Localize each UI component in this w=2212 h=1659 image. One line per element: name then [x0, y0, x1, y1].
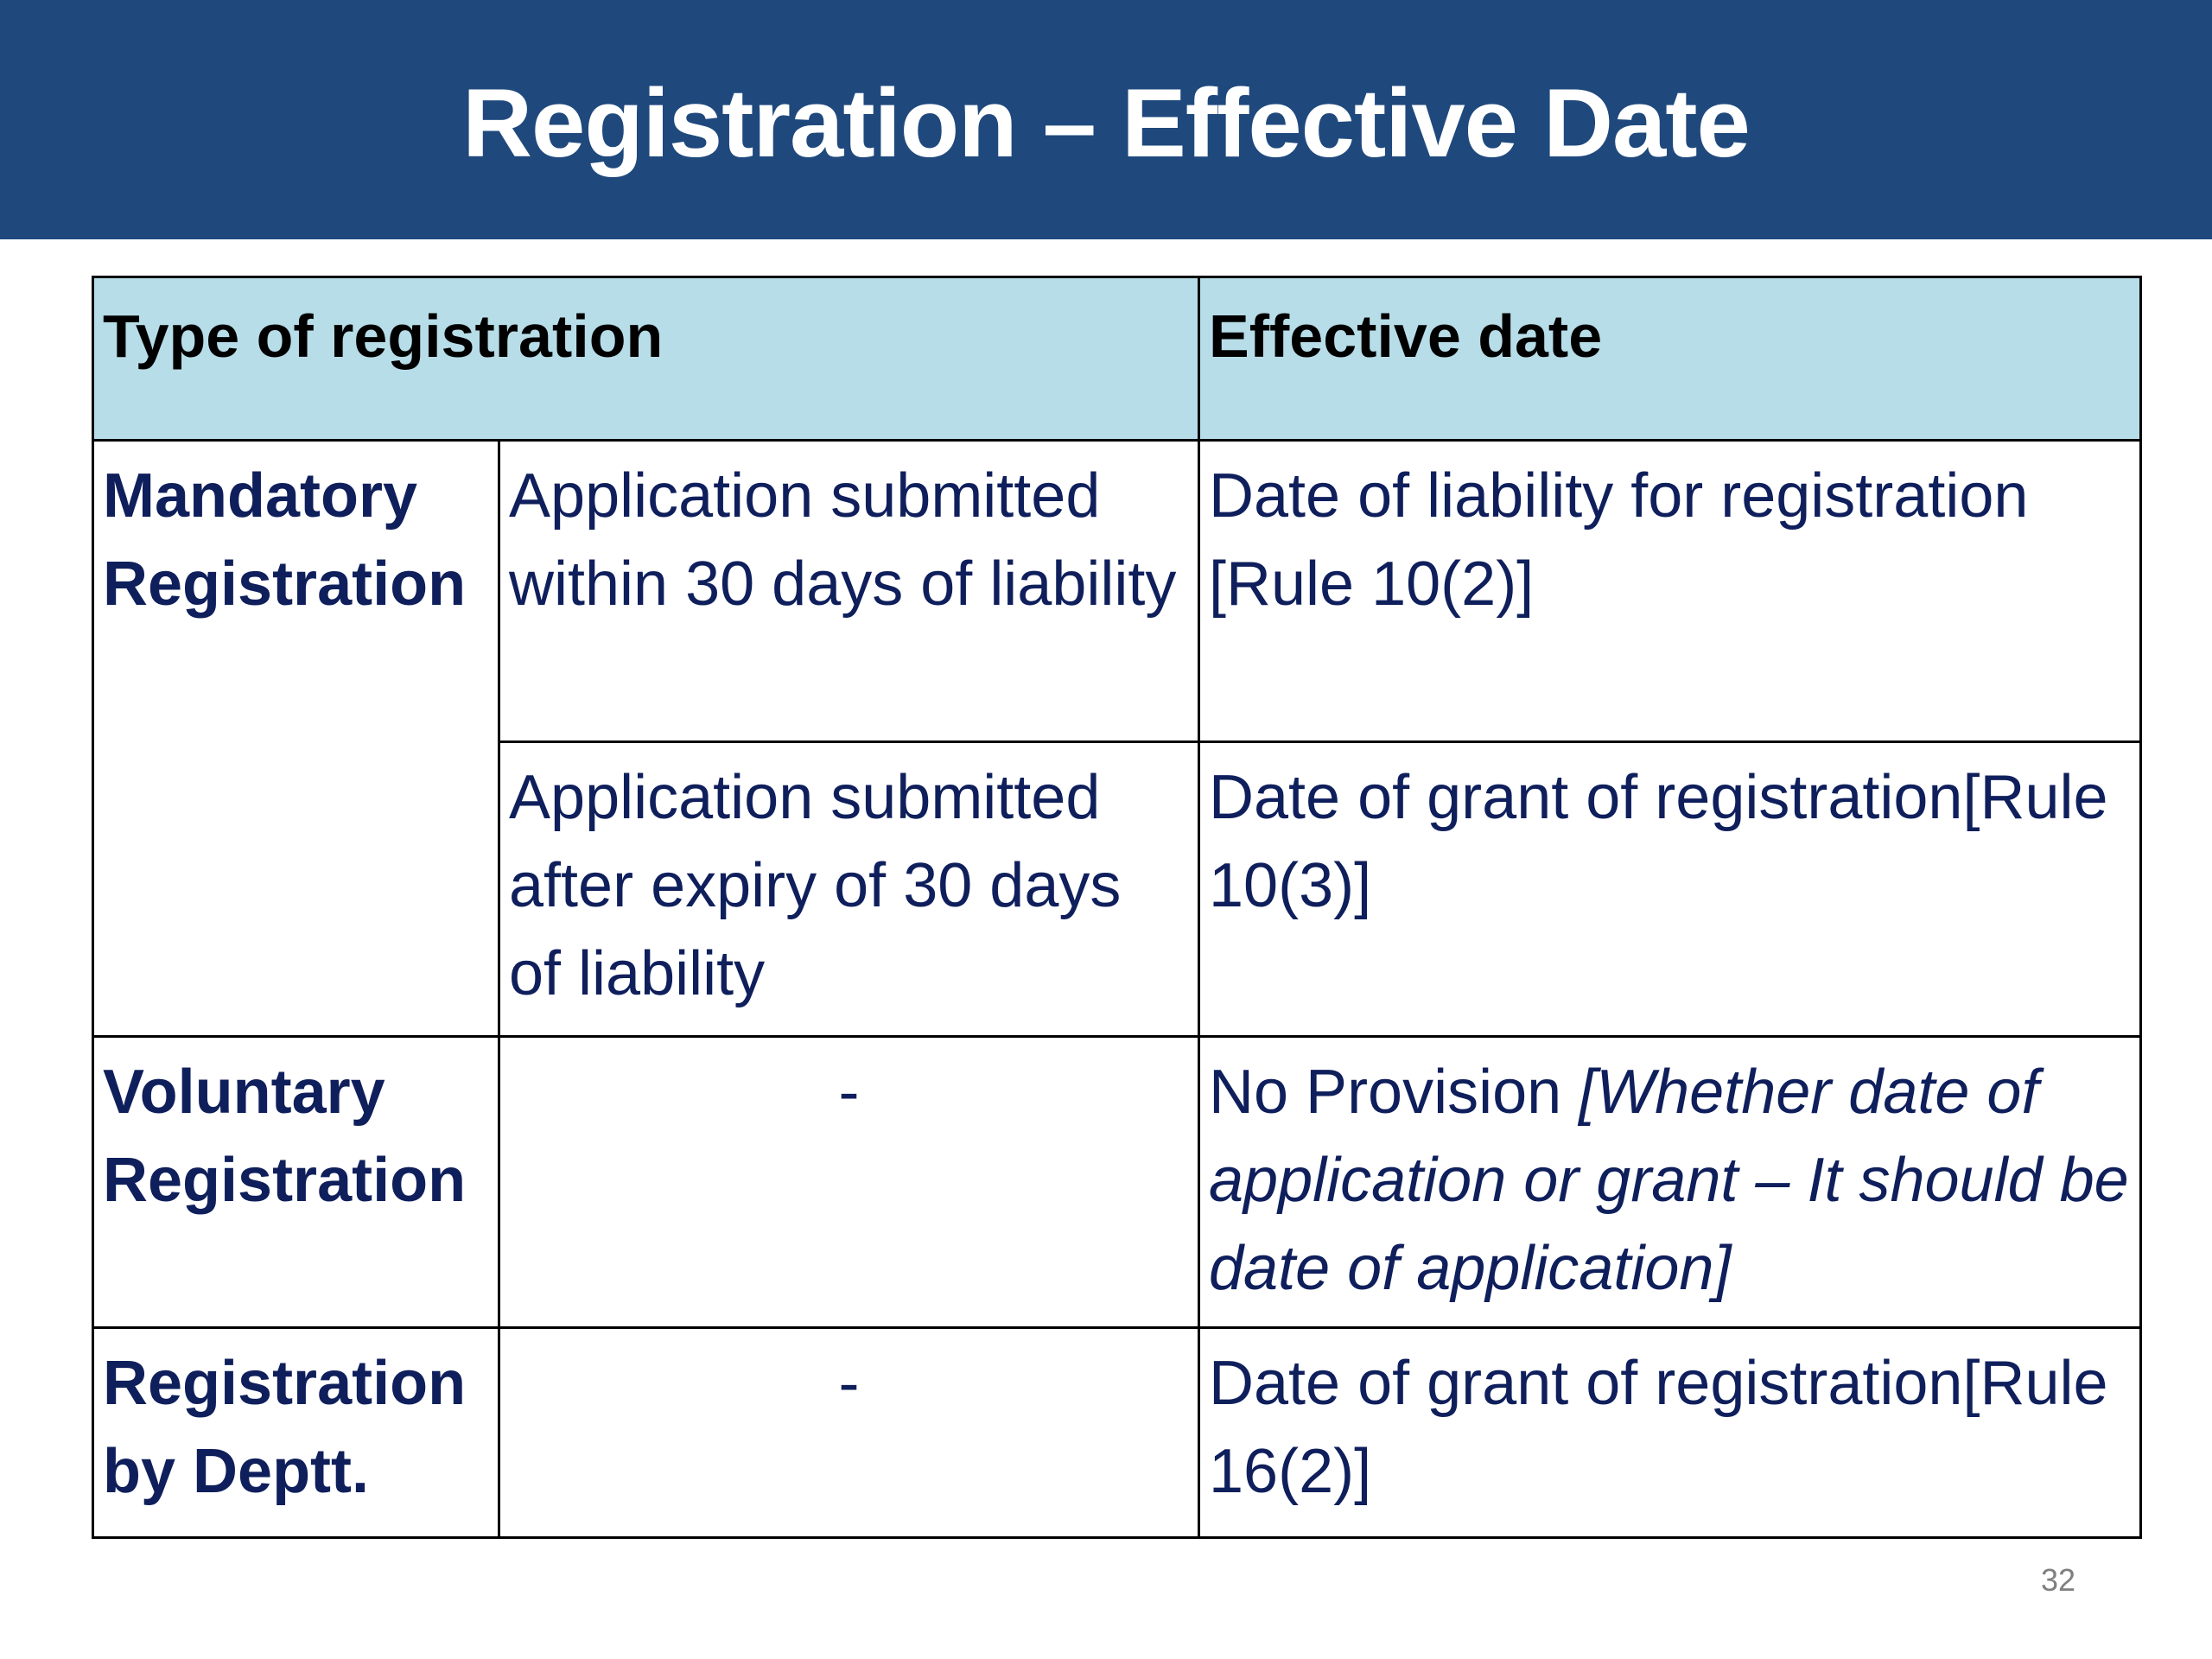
condition-cell: - [499, 1328, 1199, 1538]
registration-table [92, 276, 2142, 1539]
effective-date-cell: Date of liability for registration [Rule 10(2)] [1199, 441, 2141, 742]
title-bar [0, 0, 2212, 239]
effective-date-note: [Whether date of application or grant – It should be date of application] [1209, 1058, 2129, 1303]
table-row [93, 441, 2141, 742]
header-effective-date: Effective date [1199, 277, 2141, 441]
table-row [93, 1037, 2141, 1328]
condition-cell: - [499, 1037, 1199, 1328]
page-number: 32 [2041, 1562, 2076, 1598]
type-mandatory-registration: Mandatory Registration [93, 441, 499, 1037]
effective-date-cell [1199, 1037, 2141, 1328]
effective-date-cell: Date of grant of registration[Rule 10(3)] [1199, 742, 2141, 1037]
table-row [93, 1328, 2141, 1538]
table-header-row [93, 277, 2141, 441]
condition-cell: Application submitted within 30 days of liability [499, 441, 1199, 742]
type-voluntary-registration: Voluntary Registration [93, 1037, 499, 1328]
condition-cell: Application submitted after expiry of 30 days of liability [499, 742, 1199, 1037]
type-registration-by-deptt: Registration by Deptt. [93, 1328, 499, 1538]
slide-title: Registration – Effective Date [462, 69, 1750, 177]
effective-date-plain: No Provision [1209, 1058, 1580, 1127]
header-type-of-registration: Type of registration [93, 277, 1199, 441]
effective-date-cell: Date of grant of registration[Rule 16(2)] [1199, 1328, 2141, 1538]
